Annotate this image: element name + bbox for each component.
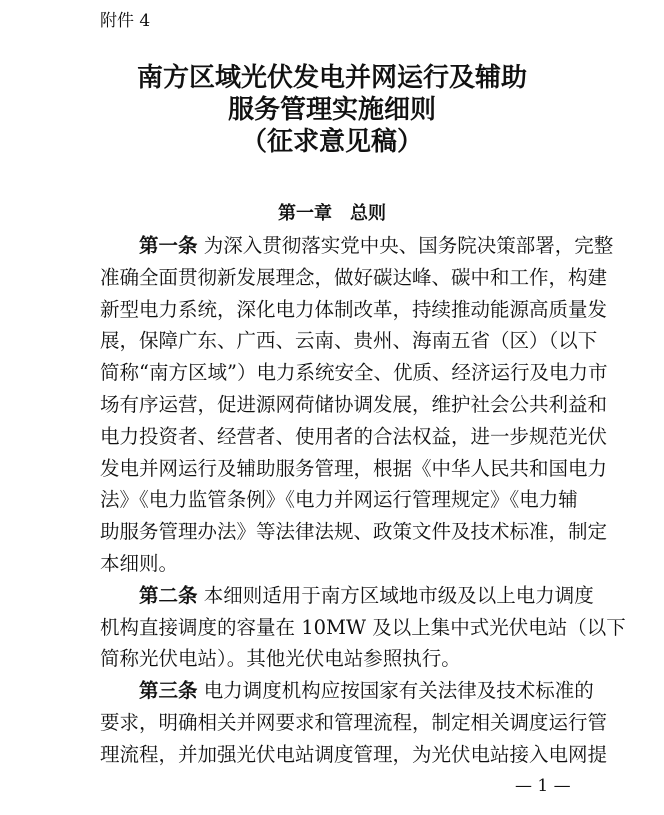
line-text: 机构直接调度的容量在 10MW 及以上集中式光伏电站（以下 bbox=[100, 615, 626, 639]
page-number: — 1 — bbox=[515, 776, 571, 796]
article-paragraph bbox=[100, 230, 614, 580]
line-text: 电力调度机构应按国家有关法律及技术标准的 bbox=[197, 679, 594, 703]
article-paragraph bbox=[100, 675, 608, 770]
attachment-label: 附件 4 bbox=[100, 11, 151, 31]
text-line bbox=[100, 580, 594, 612]
title-line: 服务管理实施细则 bbox=[227, 95, 436, 125]
line-text: 理流程，并加强光伏电站调度管理，为光伏电站接入电网提 bbox=[100, 742, 608, 766]
line-text: 本细则。 bbox=[100, 551, 179, 575]
text-line bbox=[100, 548, 568, 580]
text-line bbox=[100, 675, 594, 707]
text-line bbox=[100, 389, 608, 421]
text-line bbox=[100, 516, 608, 548]
chapter-heading: 第一章 总则 bbox=[278, 203, 386, 224]
line-text: 简称“南方区域”）电力系统安全、优质、经济运行及电力市 bbox=[100, 361, 608, 385]
text-line bbox=[100, 294, 608, 326]
text-line bbox=[100, 612, 626, 644]
text-line bbox=[100, 325, 598, 357]
line-text: 展，保障广东、广西、云南、贵州、海南五省（区）（以下 bbox=[100, 329, 598, 353]
text-line bbox=[100, 262, 608, 294]
line-text: 要求，明确相关并网要求和管理流程，制定相关调度运行管 bbox=[100, 710, 608, 734]
line-text: 助服务管理办法》等法律法规、政策文件及技术标准，制定 bbox=[100, 520, 608, 544]
line-text: 新型电力系统，深化电力体制改革，持续推动能源高质量发 bbox=[100, 297, 608, 321]
text-line bbox=[100, 707, 608, 739]
line-text: 发电并网运行及辅助服务管理，根据《中华人民共和国电力 bbox=[100, 456, 608, 480]
document-title bbox=[0, 62, 664, 158]
text-line bbox=[100, 357, 608, 389]
article-number: 第一条 bbox=[139, 234, 198, 257]
line-text: 准确全面贯彻新发展理念，做好碳达峰、碳中和工作，构建 bbox=[100, 265, 608, 289]
line-text: 电力投资者、经营者、使用者的合法权益，进一步规范光伏 bbox=[100, 424, 608, 448]
document-body bbox=[100, 230, 626, 771]
article-paragraph bbox=[100, 580, 626, 675]
text-line bbox=[100, 643, 568, 675]
text-line bbox=[100, 453, 608, 485]
article-number: 第二条 bbox=[139, 583, 198, 607]
title-line: （征求意见稿） bbox=[240, 127, 423, 157]
text-line bbox=[100, 230, 614, 262]
line-text: 简称光伏电站）。其他光伏电站参照执行。 bbox=[100, 647, 461, 671]
line-text: 为深入贯彻落实党中央、国务院决策部署，完整 bbox=[197, 234, 614, 257]
line-text: 法》《电力监管条例》《电力并网运行管理规定》《电力辅 bbox=[100, 488, 578, 512]
line-text: 本细则适用于南方区域地市级及以上电力调度 bbox=[197, 583, 594, 607]
text-line bbox=[100, 484, 578, 516]
title-line: 南方区域光伏发电并网运行及辅助 bbox=[136, 63, 527, 93]
text-line bbox=[100, 739, 608, 771]
article-number: 第三条 bbox=[139, 679, 198, 703]
line-text: 场有序运营，促进源网荷储协调发展，维护社会公共利益和 bbox=[100, 392, 608, 416]
text-line bbox=[100, 421, 608, 453]
